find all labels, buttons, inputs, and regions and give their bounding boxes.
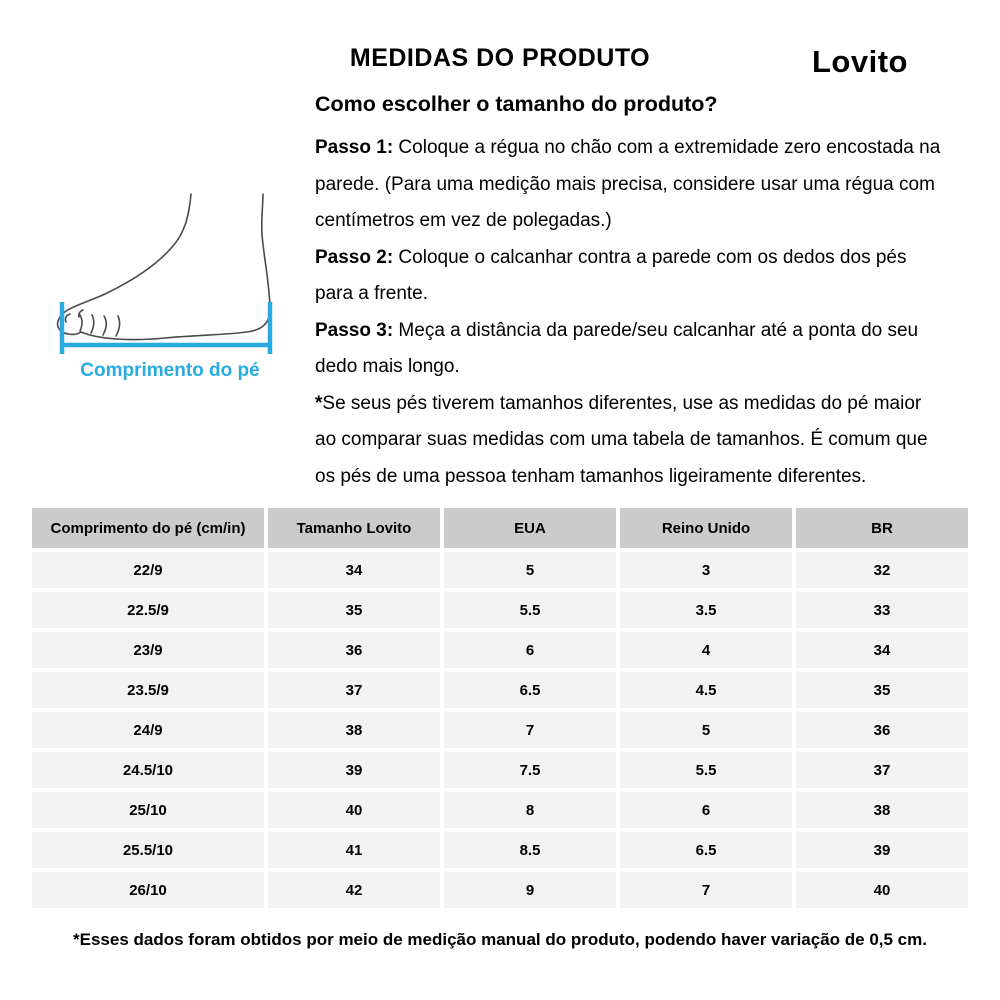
step-2-label: Passo 2: bbox=[315, 246, 394, 268]
table-cell: 24/9 bbox=[32, 712, 264, 748]
table-cell: 3 bbox=[620, 552, 792, 588]
table-cell: 3.5 bbox=[620, 592, 792, 628]
step-3-text: Meça a distância da parede/seu calcanhar até a ponta do seu dedo mais longo. bbox=[315, 319, 919, 377]
table-cell: 34 bbox=[268, 552, 440, 588]
table-cell: 37 bbox=[796, 752, 968, 788]
size-table bbox=[32, 508, 968, 908]
table-cell: 6 bbox=[444, 632, 616, 668]
table-cell: 41 bbox=[268, 832, 440, 868]
step-2 bbox=[315, 240, 947, 313]
table-cell: 7 bbox=[444, 712, 616, 748]
step-3 bbox=[315, 313, 947, 386]
table-cell: 35 bbox=[796, 672, 968, 708]
table-cell: 23/9 bbox=[32, 632, 264, 668]
foot-length-label: Comprimento do pé bbox=[80, 360, 260, 381]
table-cell: 4.5 bbox=[620, 672, 792, 708]
note-asterisk: * bbox=[315, 392, 323, 414]
table-cell: 22.5/9 bbox=[32, 592, 264, 628]
table-cell: 6 bbox=[620, 792, 792, 828]
table-cell: 35 bbox=[268, 592, 440, 628]
table-cell: 34 bbox=[796, 632, 968, 668]
table-cell: 39 bbox=[796, 832, 968, 868]
table-cell: 26/10 bbox=[32, 872, 264, 908]
note-text: Se seus pés tiverem tamanhos diferentes, use as medidas do pé maior ao comparar suas medidas com uma tabela de tamanhos. É comum que os pés de uma pessoa tenham tamanhos ligeiramente diferentes. bbox=[315, 392, 928, 487]
measurement-bracket-icon bbox=[60, 302, 272, 354]
table-cell: 5.5 bbox=[620, 752, 792, 788]
step-1 bbox=[315, 130, 947, 240]
step-3-label: Passo 3: bbox=[315, 319, 394, 341]
table-cell: 4 bbox=[620, 632, 792, 668]
column-header: BR bbox=[796, 508, 968, 548]
table-cell: 40 bbox=[796, 872, 968, 908]
foot-outline-icon bbox=[50, 186, 290, 358]
column-header: EUA bbox=[444, 508, 616, 548]
table-cell: 24.5/10 bbox=[32, 752, 264, 788]
column-header: Tamanho Lovito bbox=[268, 508, 440, 548]
table-cell: 40 bbox=[268, 792, 440, 828]
table-cell: 5.5 bbox=[444, 592, 616, 628]
table-cell: 42 bbox=[268, 872, 440, 908]
guide-steps bbox=[315, 130, 947, 495]
guide-heading: Como escolher o tamanho do produto? bbox=[315, 92, 718, 116]
step-1-label: Passo 1: bbox=[315, 137, 394, 158]
table-cell: 9 bbox=[444, 872, 616, 908]
table-cell: 7 bbox=[620, 872, 792, 908]
table-cell: 39 bbox=[268, 752, 440, 788]
column-header: Comprimento do pé (cm/in) bbox=[32, 508, 264, 548]
step-1-text: Coloque a régua no chão com a extremidade zero encostada na parede. (Para uma medição mais precisa, considere usar uma régua com centímetros em vez de polegadas.) bbox=[315, 137, 941, 231]
measurement-footnote: *Esses dados foram obtidos por meio de medição manual do produto, podendo haver variação de 0,5 cm. bbox=[73, 930, 927, 949]
page-title: MEDIDAS DO PRODUTO bbox=[349, 44, 651, 72]
table-cell: 5 bbox=[620, 712, 792, 748]
table-cell: 36 bbox=[268, 632, 440, 668]
table-cell: 37 bbox=[268, 672, 440, 708]
table-cell: 6.5 bbox=[620, 832, 792, 868]
table-cell: 7.5 bbox=[444, 752, 616, 788]
table-cell: 22/9 bbox=[32, 552, 264, 588]
table-cell: 23.5/9 bbox=[32, 672, 264, 708]
table-cell: 25/10 bbox=[32, 792, 264, 828]
table-cell: 6.5 bbox=[444, 672, 616, 708]
table-cell: 5 bbox=[444, 552, 616, 588]
brand-logo: Lovito bbox=[812, 44, 908, 79]
note-different-feet bbox=[315, 386, 947, 496]
table-cell: 8 bbox=[444, 792, 616, 828]
table-cell: 33 bbox=[796, 592, 968, 628]
table-cell: 38 bbox=[268, 712, 440, 748]
table-cell: 36 bbox=[796, 712, 968, 748]
foot-measurement-diagram bbox=[50, 186, 290, 382]
table-cell: 38 bbox=[796, 792, 968, 828]
table-cell: 8.5 bbox=[444, 832, 616, 868]
column-header: Reino Unido bbox=[620, 508, 792, 548]
step-2-text: Coloque o calcanhar contra a parede com os dedos dos pés para a frente. bbox=[315, 246, 907, 304]
table-cell: 25.5/10 bbox=[32, 832, 264, 868]
table-cell: 32 bbox=[796, 552, 968, 588]
